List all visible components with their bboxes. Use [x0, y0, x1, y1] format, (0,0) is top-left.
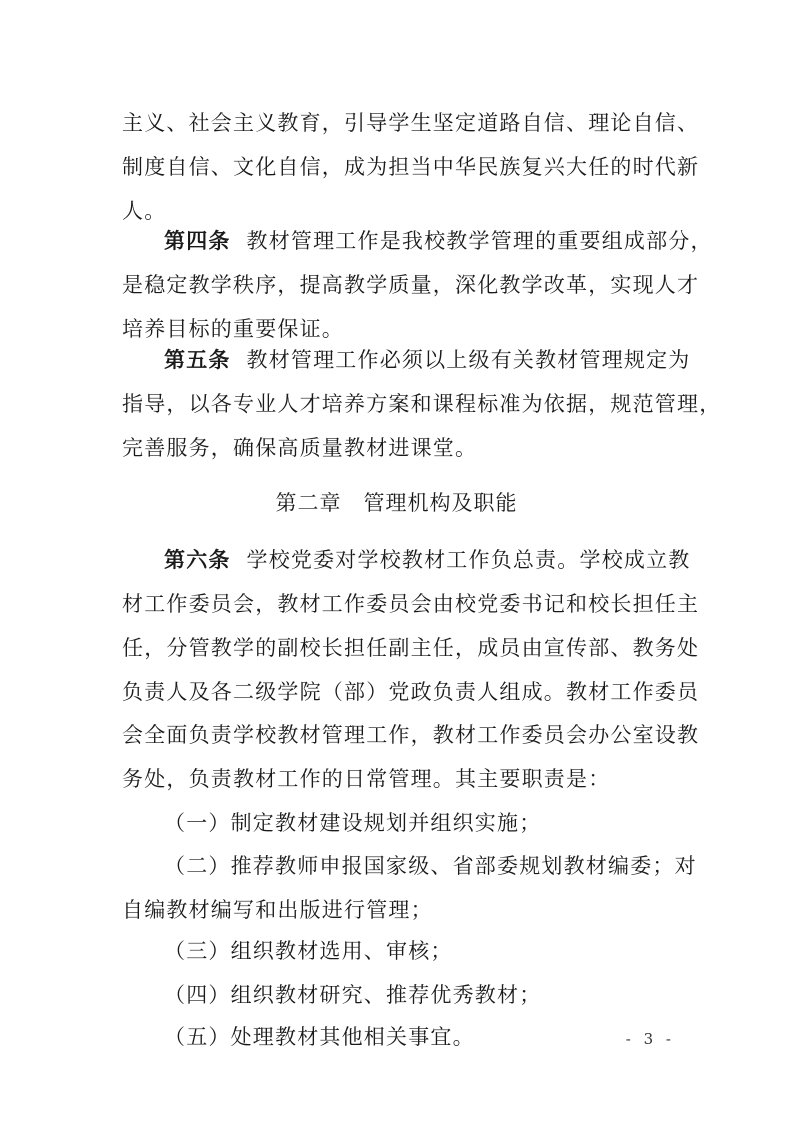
- chapter-title: 管理机构及职能: [363, 491, 518, 515]
- duty-item: （五）处理教材其他相关事宜。: [164, 1025, 475, 1049]
- duty-item: （一）制定教材建设规划并组织实施；: [164, 811, 542, 835]
- duty-item: （三）组织教材选用、审核；: [164, 939, 453, 963]
- duty-item: （二）推荐教师申报国家级、省部委规划教材编委；对: [164, 854, 697, 878]
- body-text-line: 负责人及各二级学院（部）党政负责人组成。教材工作委员: [122, 680, 700, 704]
- article-4-label: 第四条: [164, 229, 231, 253]
- body-text-line: 任，分管教学的副校长担任副主任，成员由宣传部、教务处: [122, 636, 700, 660]
- body-text-line: 指导，以各专业人才培养方案和课程标准为依据，规范管理，: [122, 392, 722, 416]
- body-text-line: 材工作委员会，教材工作委员会由校党委书记和校长担任主: [122, 592, 700, 616]
- body-text-line: 是稳定教学秩序，提高教学质量，深化教学改革，实现人才: [122, 273, 700, 297]
- article-5-text: 教材管理工作必须以上级有关教材管理规定为: [246, 348, 691, 372]
- body-text-line: 会全面负责学校教材管理工作，教材工作委员会办公室设教: [122, 723, 700, 747]
- body-text-line: 务处，负责教材工作的日常管理。其主要职责是：: [122, 767, 611, 791]
- article-6-text: 学校党委对学校教材工作负总责。学校成立教: [246, 548, 691, 572]
- page-number: - 3 -: [625, 1030, 675, 1048]
- article-5-first-line: [164, 347, 691, 373]
- article-6-label: 第六条: [164, 548, 231, 572]
- article-4-first-line: [164, 228, 713, 254]
- article-4-text: 教材管理工作是我校教学管理的重要组成部分，: [246, 229, 713, 253]
- duty-item: （四）组织教材研究、推荐优秀教材；: [164, 983, 542, 1007]
- chapter-heading: [0, 490, 793, 516]
- body-text-line: 人。: [122, 199, 167, 223]
- body-text-line: 制度自信、文化自信，成为担当中华民族复兴大任的时代新: [122, 155, 700, 179]
- body-text-line: 主义、社会主义教育，引导学生坚定道路自信、理论自信、: [122, 111, 700, 135]
- article-5-label: 第五条: [164, 348, 231, 372]
- chapter-number: 第二章: [275, 491, 342, 515]
- body-text-line: 完善服务，确保高质量教材进课堂。: [122, 436, 478, 460]
- article-6-first-line: [164, 547, 691, 573]
- body-text-line: 培养目标的重要保证。: [122, 317, 344, 341]
- duty-item-continuation: 自编教材编写和出版进行管理；: [122, 898, 433, 922]
